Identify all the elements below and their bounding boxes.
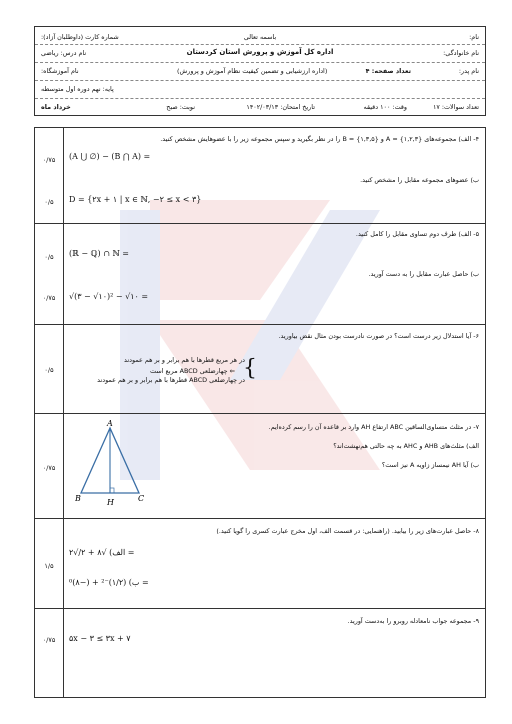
question-4b-score: ۰/۵ <box>44 198 54 206</box>
school-field: نام آموزشگاه: <box>41 67 79 75</box>
exam-header <box>34 26 486 116</box>
question-5b-score: ۰/۷۵ <box>42 294 56 302</box>
question-7-text: ۷- در مثلث متساوی‌الساقین ABC ارتفاع AH وارد بر قاعده آن را رسم کرده‌ایم. <box>268 423 479 431</box>
question-9-math: ۵x − ۳ ≤ ۳x + ۷ <box>69 634 131 643</box>
question-5a-text: ۵- الف) طرف دوم تساوی مقابل را کامل کنید. <box>355 230 479 238</box>
name-field: نام: <box>469 33 479 41</box>
question-5a-score: ۰/۵ <box>44 253 54 261</box>
question-8a-math: الف) √۸ + ۲/√۲ = <box>69 548 135 557</box>
father-name-field: نام پدر: <box>458 67 479 75</box>
question-6-conclusion: ⇐ چهارضلعی ABCD مربع است <box>150 367 235 375</box>
question-6-line2: در چهارضلعی ABCD قطرها با هم برابر و بر هم عمودند <box>97 376 245 384</box>
question-6-text: ۶- آیا استدلال زیر درست است؟ در صورت نادرست بودن مثال نقض بیاورید. <box>278 332 479 340</box>
question-4a-text: ۴- الف) مجموعه‌های {۱,۲,۳} = A و {۱,۳,۵} = B را در نظر بگیرید و سپس مجموعه زیر را با عضوهایش مشخص کنید. <box>160 135 479 143</box>
question-4b-text: ب) عضوهای مجموعه مقابل را مشخص کنید. <box>360 176 479 184</box>
question-6-score: ۰/۵ <box>44 366 54 374</box>
exam-shift: نوبت: صبح <box>166 103 195 111</box>
vertex-b-label: B <box>75 494 81 503</box>
question-6-line1: در هر مربع قطرها با هم برابر و بر هم عمودند <box>124 356 245 364</box>
brace-symbol: { <box>243 356 257 381</box>
isosceles-triangle-figure <box>75 418 145 513</box>
foot-h-label: H <box>107 498 114 507</box>
right-angle-mark <box>110 488 114 493</box>
exam-month: خرداد ماه <box>41 103 71 111</box>
vertex-a-label: A <box>107 419 113 428</box>
subject-field: نام درس: ریاضی <box>41 49 87 57</box>
question-5b-text: ب) حاصل عبارت مقابل را به دست آورید. <box>368 270 479 278</box>
question-count: تعداد سوالات: ۱۷ <box>432 103 479 111</box>
basmala: باسمه تعالی <box>243 33 277 41</box>
page-count: تعداد صفحه: ۴ <box>365 67 411 75</box>
question-5b-math: √(۳ − √۱۰)² − √۱۰ = <box>69 292 149 301</box>
grade-field: پایه: نهم دوره اول متوسطه <box>41 85 114 93</box>
organization-title: اداره کل آموزش و پرورش استان کردستان <box>186 48 334 56</box>
vertex-c-label: C <box>138 494 145 503</box>
question-9-text: ۹- مجموعه جواب نامعادله روبرو را به‌دست آورید. <box>347 617 479 625</box>
question-7b-text: ب) آیا AH نیمساز زاویه A نیز است؟ <box>381 461 479 469</box>
question-9-score: ۰/۷۵ <box>42 636 56 644</box>
questions-table <box>34 127 486 698</box>
question-4b-math: D = {۲x + ۱ | x ∈ ℕ, −۲ ≤ x < ۳} <box>69 195 202 204</box>
exam-date: تاریخ امتحان: ۱۴۰۲/۰۳/۱۳ <box>246 103 315 111</box>
question-8b-math: ب) (۱/۲)⁻² + (−۸)⁰ = <box>69 578 149 587</box>
question-5a-math: (ℝ − ℚ) ∩ ℕ = <box>69 249 129 258</box>
question-4a-math: (A ⋃ ∅) − (B ⋂ A) = <box>69 152 151 161</box>
quality-office: (اداره ارزشیابی و تضمین کیفیت نظام آموزش و پرورش) <box>177 67 328 75</box>
question-7-score: ۰/۷۵ <box>42 464 56 472</box>
question-8-text: ۸- حاصل عبارت‌های زیر را بیابید. (راهنمایی: در قسمت الف، اول مخرج عبارت کسری را گویا کنید.) <box>216 527 479 535</box>
exam-duration: وقت: ۱۰۰ دقیقه <box>363 103 407 111</box>
family-name-field: نام خانوادگی: <box>443 49 479 57</box>
card-number-field: شماره کارت (داوطلبان آزاد): <box>41 33 119 41</box>
question-8-score: ۱/۵ <box>44 562 54 570</box>
question-7a-text: الف) مثلث‌های AHB و AHC به چه حالتی هم‌نهشت‌اند؟ <box>333 442 479 450</box>
question-4a-score: ۰/۷۵ <box>42 156 56 164</box>
